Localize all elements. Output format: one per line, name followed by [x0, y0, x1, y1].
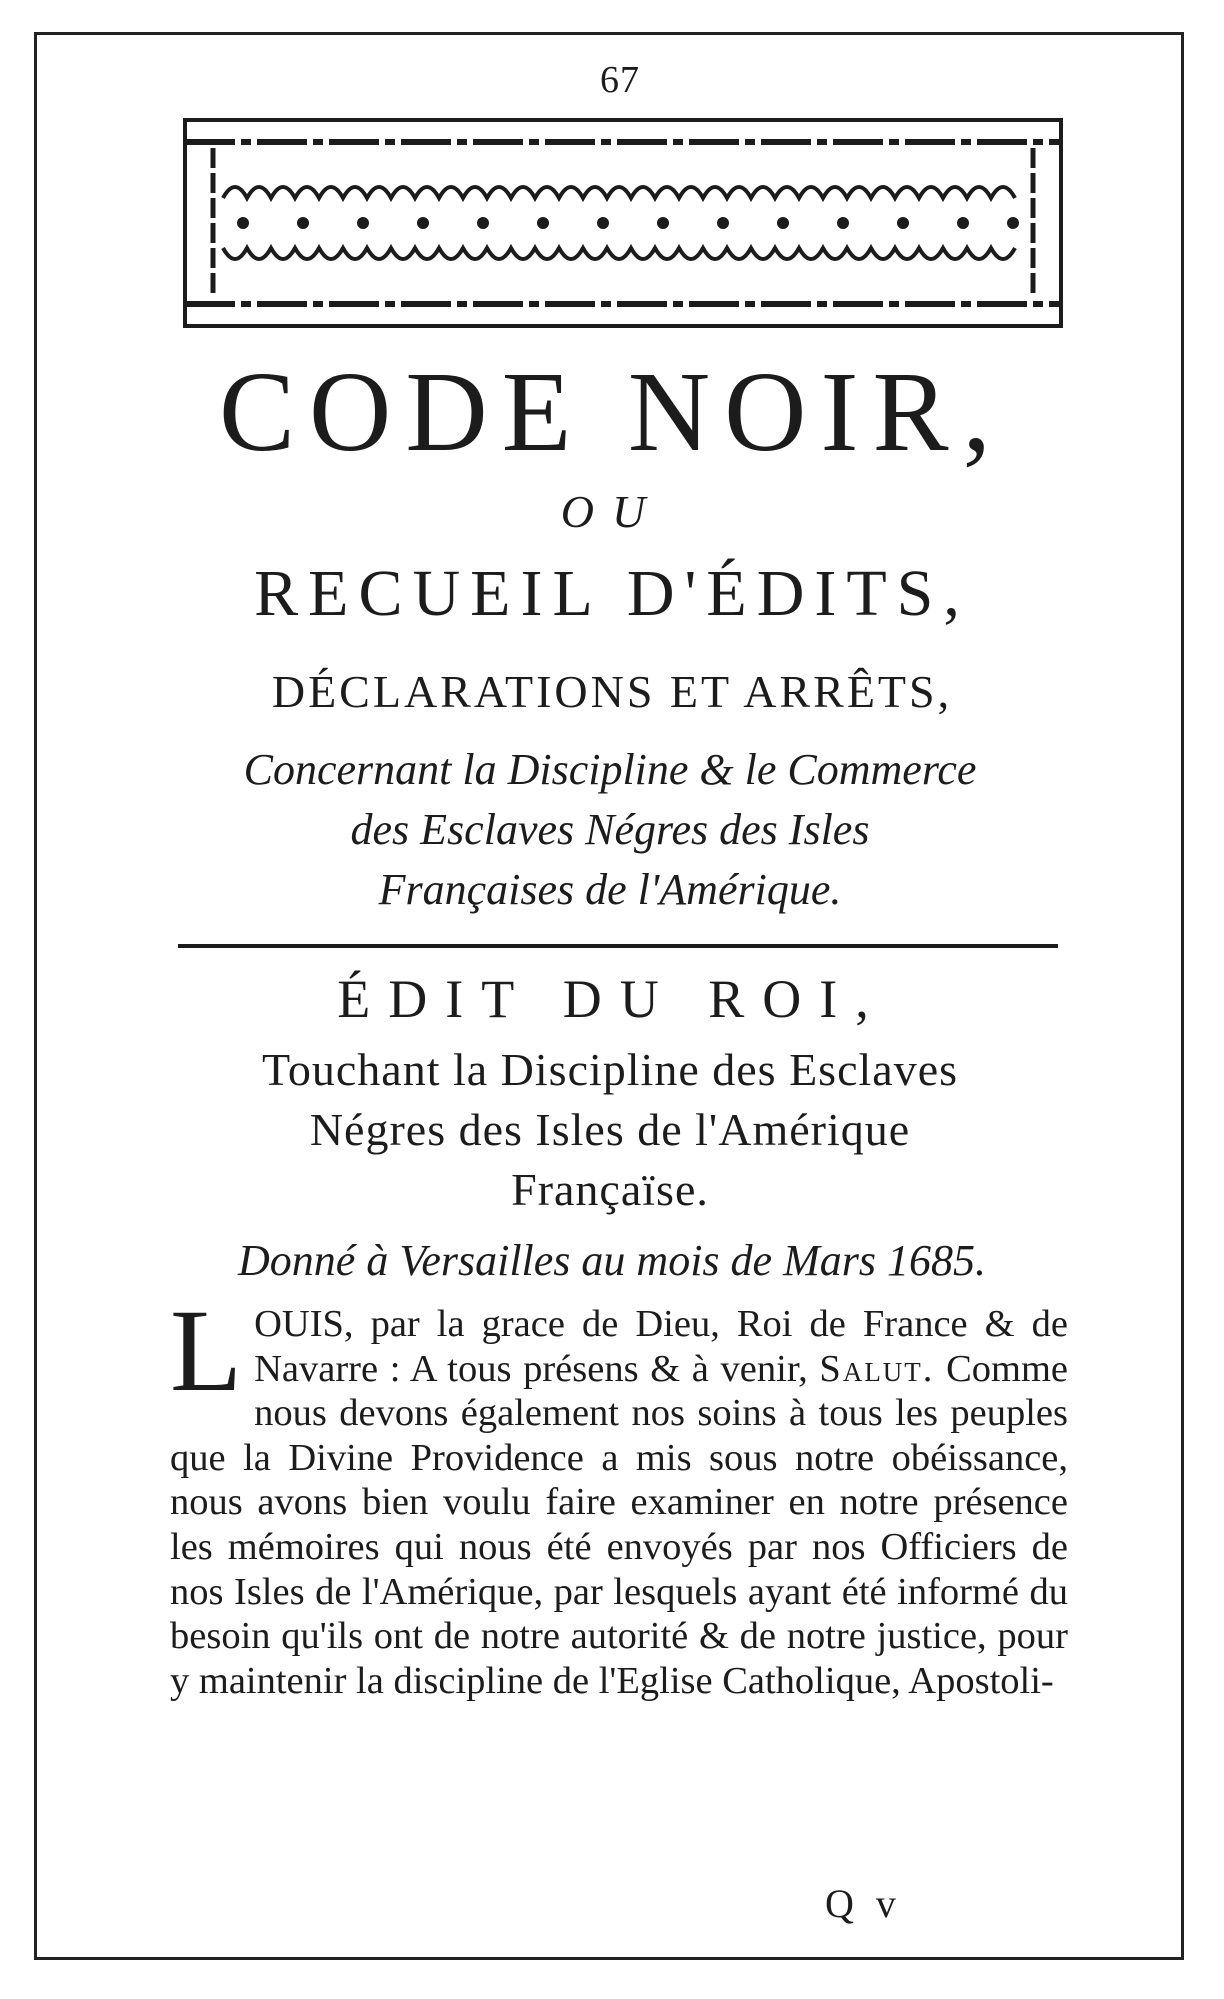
edict-date-line: Donné à Versailles au mois de Mars 1685. [238, 1236, 986, 1285]
body-main-text: Comme nous devons également nos soins à tous les peuples que la Divine Providence a mis sous notre obéissance, nous avons bien voulu faire examiner en notre présence les mémoires qui nous été envoyés par nos Officiers de nos Isles de l'Amérique, par lesquels ayant été informé du besoin qu'ils ont de notre autorité & de notre justice, pour y maintenir la discipline de l'Eglise Catholique, Apostoli- [170, 1347, 1069, 1702]
subtitle-line: Françaises de l'Amérique. [378, 865, 842, 914]
body-paragraph [170, 1285, 1069, 1703]
subtitle-line: Concernant la Discipline & le Commerce [243, 745, 977, 794]
edict-heading: ÉDIT DU ROI, [337, 969, 887, 1029]
title-line-declarations: DÉCLARATIONS ET ARRÊTS, [271, 666, 953, 717]
body-salut: Salut. [819, 1347, 935, 1390]
drop-cap: L [170, 1285, 243, 1416]
title-connector: OU [560, 486, 664, 537]
title-subtitle [160, 740, 1060, 920]
edict-subheading-line: Touchant la Discipline des Esclaves [261, 1044, 959, 1095]
edict-subheading [160, 1040, 1060, 1220]
subtitle-line: des Esclaves Négres des Isles [350, 805, 870, 854]
decorative-ornament-band [183, 118, 1063, 328]
edict-subheading-line: Françaïse. [511, 1164, 709, 1215]
title-line-recueil: RECUEIL D'ÉDITS, [254, 557, 970, 630]
printer-signature-mark: Q v [825, 1881, 902, 1926]
edict-subheading-line: Négres des Isles de l'Amérique [309, 1104, 911, 1155]
document-title: CODE NOIR, [219, 348, 1005, 475]
body-text [170, 1285, 1069, 1703]
page-number: 67 [600, 59, 640, 101]
body-opening: OUIS, par la grace de Dieu, Roi de France & de Navarre : A tous présens & à venir, [254, 1303, 1068, 1390]
section-divider [178, 944, 1058, 948]
